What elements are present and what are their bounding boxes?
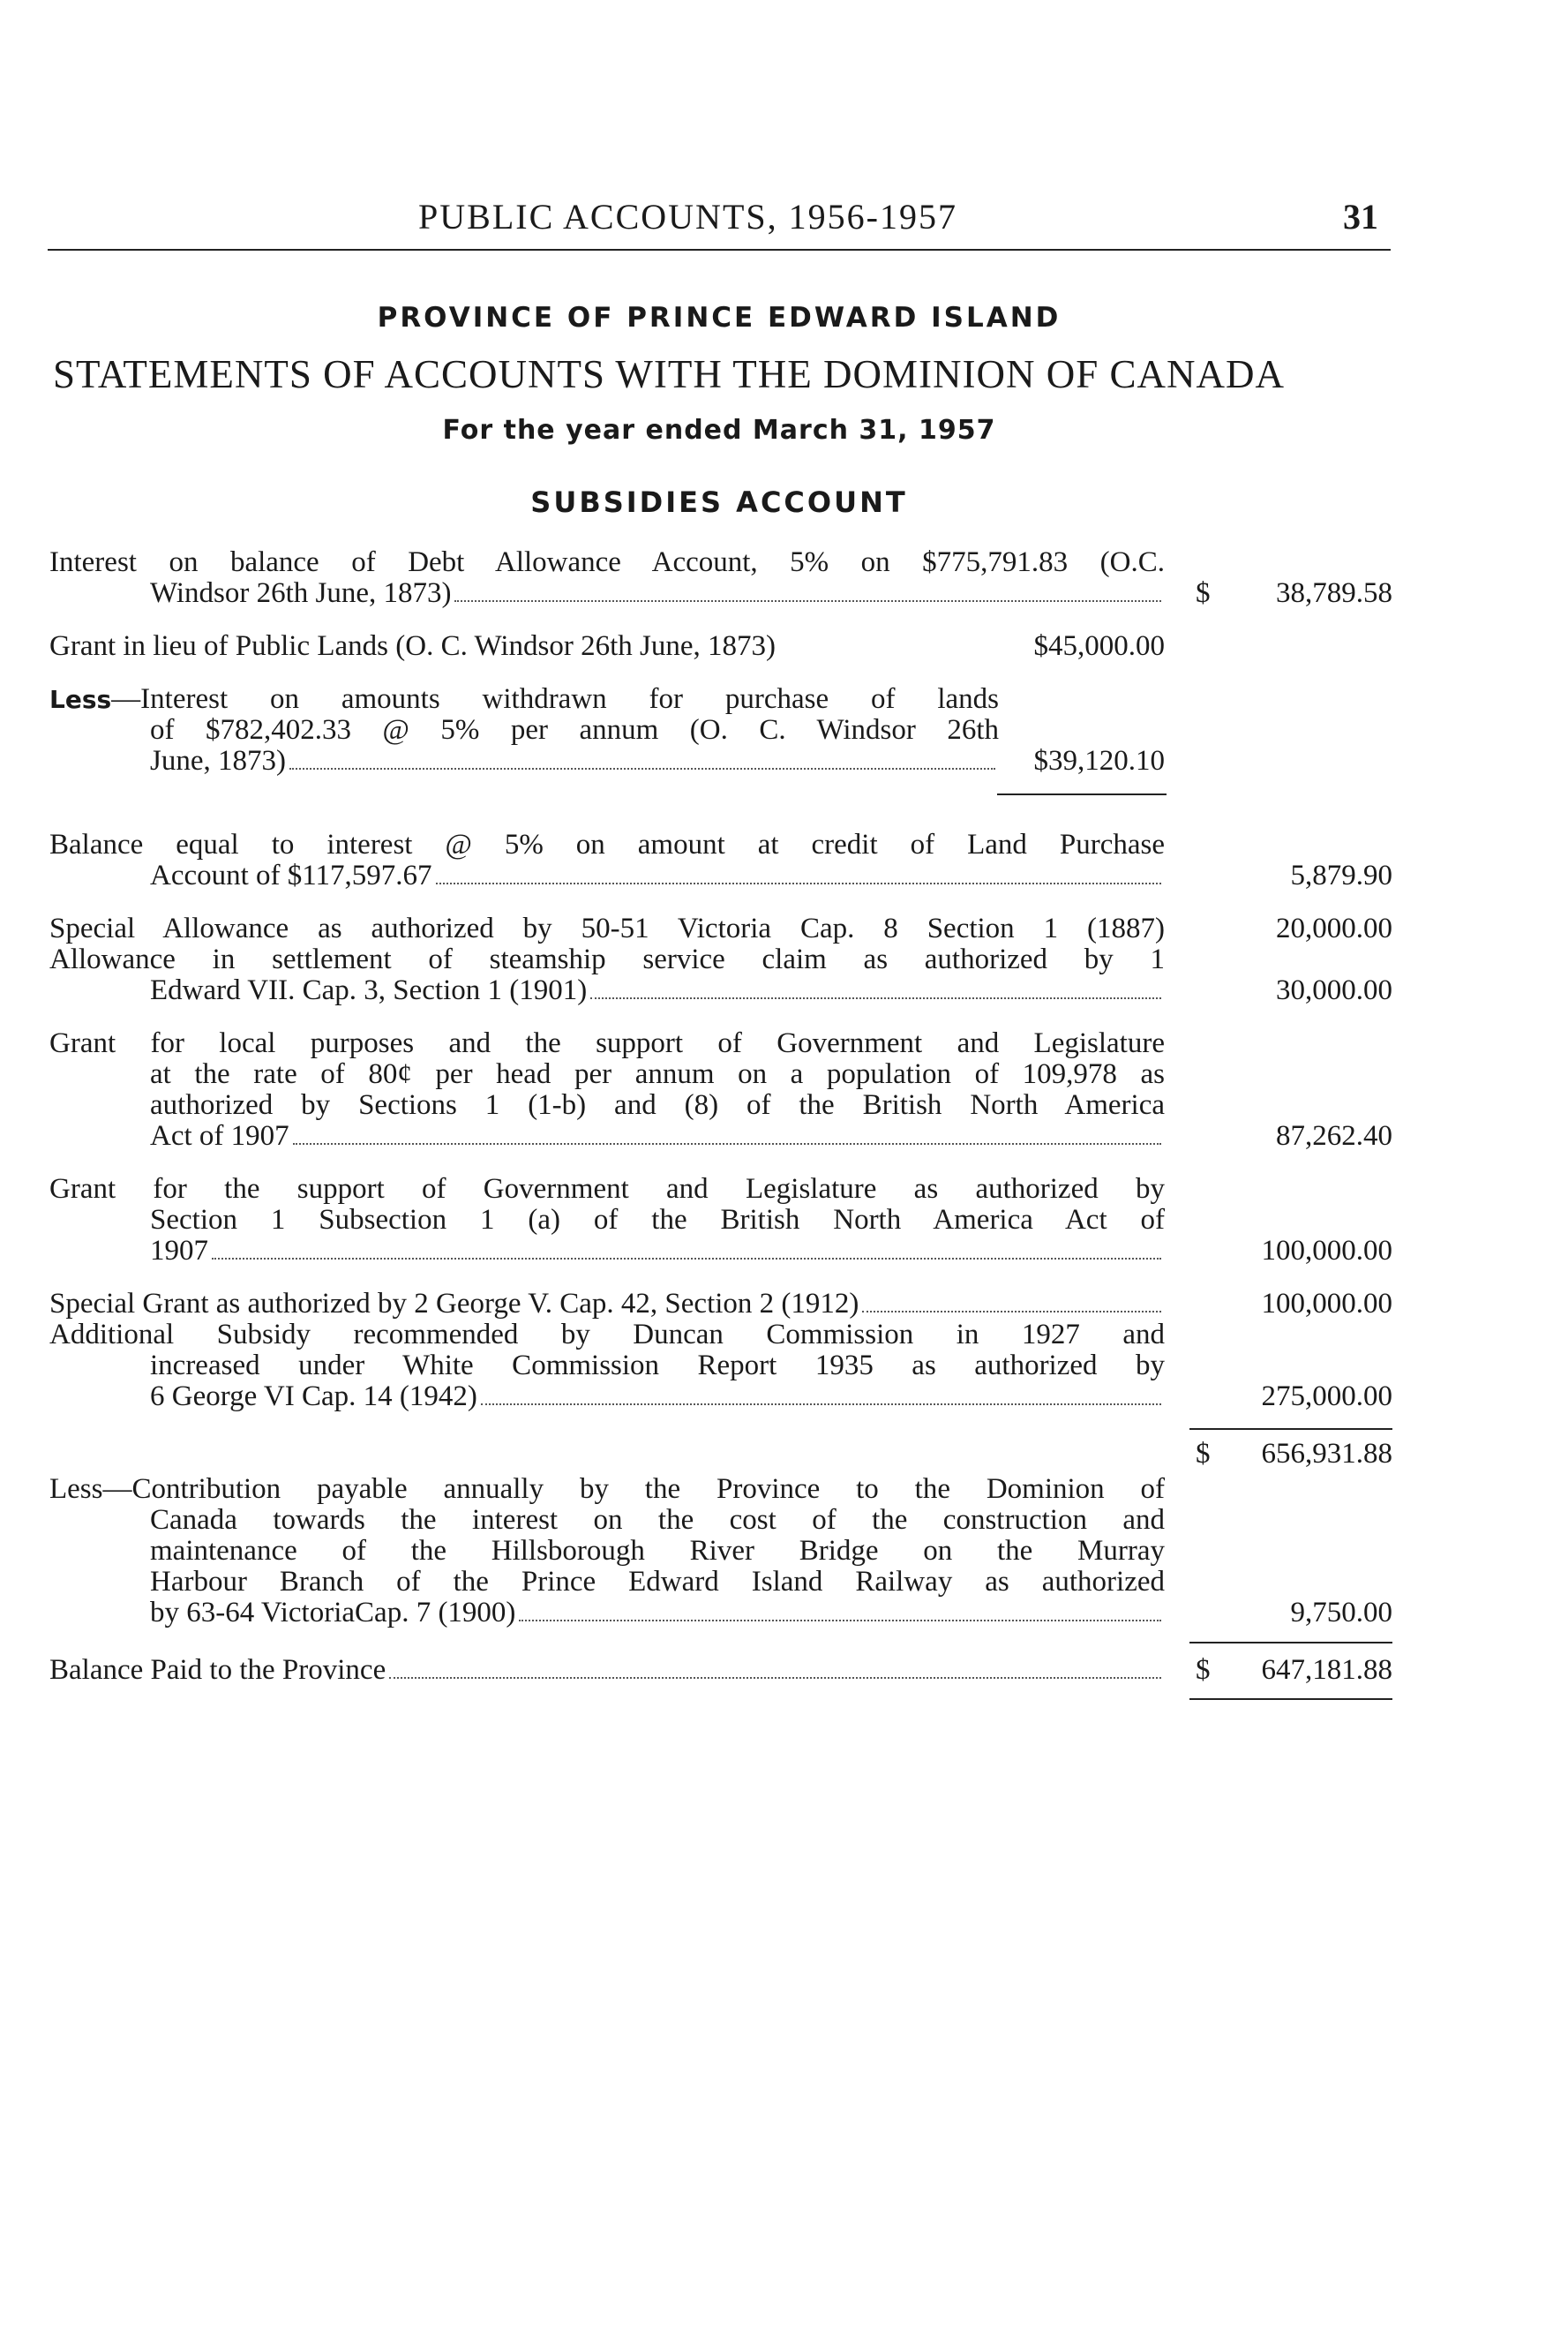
province-heading: PROVINCE OF PRINCE EDWARD ISLAND: [377, 302, 1062, 334]
support-gov-line-2: Section 1 Subsection 1 (a) of the British North America Act of: [150, 1204, 1165, 1236]
special-grant-text: Special Grant as authorized by 2 George V. Cap. 42, Section 2 (1912): [49, 1288, 859, 1320]
balance-paid-amount: 647,181.88: [1261, 1654, 1392, 1686]
leader-dots: [436, 883, 1161, 884]
leader-dots: [862, 1311, 1161, 1312]
less-contribution-line-5: [150, 1595, 1165, 1630]
balance-interest-amount: 5,879.90: [1290, 860, 1392, 891]
balance-paid-text: Balance Paid to the Province: [49, 1654, 386, 1686]
less-contribution-line-3: maintenance of the Hillsborough River Bridge on the Murray: [150, 1535, 1165, 1567]
balance-interest-line-1: Balance equal to interest @ 5% on amount at credit of Land Purchase: [49, 829, 1165, 861]
special-allowance-text: Special Allowance as authorized by 50-51 Victoria Cap. 8 Section 1 (1887): [49, 913, 1165, 944]
less-interest-rule: [997, 793, 1167, 795]
less-interest-amount: $39,120.10: [1033, 745, 1165, 777]
subtotal-amount: 656,931.88: [1261, 1438, 1392, 1470]
special-grant-line: [49, 1286, 1165, 1321]
interest-amount: 38,789.58: [1276, 577, 1392, 609]
local-purposes-text-4: Act of 1907: [150, 1120, 289, 1152]
local-purposes-amount: 87,262.40: [1276, 1120, 1392, 1152]
leader-dots: [389, 1677, 1161, 1679]
less-interest-text-1: —Interest on amounts withdrawn for purchase of lands: [111, 683, 999, 715]
additional-amount: 275,000.00: [1261, 1380, 1392, 1412]
local-purposes-line-4: [150, 1118, 1165, 1154]
support-gov-text-3: 1907: [150, 1235, 208, 1267]
less-contribution-amount: 9,750.00: [1290, 1597, 1392, 1628]
less-interest-line-3: [150, 743, 999, 778]
steamship-line-1: Allowance in settlement of steamship service claim as authorized by 1: [49, 944, 1165, 975]
local-purposes-line-3: authorized by Sections 1 (1-b) and (8) of the British North America: [150, 1089, 1165, 1121]
header-rule: [48, 249, 1391, 251]
less-contribution-line-2: Canada towards the interest on the cost of the construction and: [150, 1504, 1165, 1536]
subtotal-rule: [1189, 1428, 1392, 1430]
balance-interest-text-2: Account of $117,597.67: [150, 860, 432, 891]
support-gov-line-1: Grant for the support of Government and Legislature as authorized by: [49, 1173, 1165, 1205]
additional-line-2: increased under White Commission Report 1935 as authorized by: [150, 1350, 1165, 1381]
less-prefix: Less: [49, 685, 112, 714]
balance-paid-currency: $: [1196, 1654, 1211, 1686]
support-gov-amount: 100,000.00: [1261, 1235, 1392, 1267]
steamship-line-2: [150, 973, 1165, 1008]
subtotal-currency: $: [1196, 1438, 1211, 1470]
local-purposes-line-1: Grant for local purposes and the support of Government and Legislature: [49, 1027, 1165, 1059]
period-subtitle: For the year ended March 31, 1957: [442, 415, 996, 446]
steamship-text-2: Edward VII. Cap. 3, Section 1 (1901): [150, 974, 588, 1006]
less-contribution-text-5: by 63-64 VictoriaCap. 7 (1900): [150, 1597, 516, 1628]
leader-dots: [590, 997, 1161, 999]
final-rule: [1189, 1698, 1392, 1700]
leader-dots: [481, 1403, 1161, 1405]
interest-line-1: Interest on balance of Debt Allowance Account, 5% on $775,791.83 (O.C.: [49, 546, 1165, 578]
page-number: 31: [1343, 197, 1378, 237]
special-allowance-amount: 20,000.00: [1276, 913, 1392, 944]
interest-line-2: [150, 575, 1165, 611]
interest-text-2: Windsor 26th June, 1873): [150, 577, 452, 609]
support-gov-line-3: [150, 1233, 1165, 1268]
total-rule: [1189, 1642, 1392, 1643]
interest-currency: $: [1196, 577, 1211, 609]
steamship-amount: 30,000.00: [1276, 974, 1392, 1006]
grant-lands-amount: $45,000.00: [1033, 630, 1165, 662]
leader-dots: [454, 600, 1161, 602]
section-heading: SUBSIDIES ACCOUNT: [530, 485, 908, 519]
less-contribution-line-4: Harbour Branch of the Prince Edward Island Railway as authorized: [150, 1566, 1165, 1598]
less-interest-line-2: of $782,402.33 @ 5% per annum (O. C. Windsor 26th: [150, 714, 999, 746]
local-purposes-line-2: at the rate of 80¢ per head per annum on a population of 109,978 as: [150, 1058, 1165, 1090]
special-grant-amount: 100,000.00: [1261, 1288, 1392, 1320]
additional-line-1: Additional Subsidy recommended by Duncan Commission in 1927 and: [49, 1319, 1165, 1350]
leader-dots: [212, 1258, 1161, 1260]
less-interest-text-3: June, 1873): [150, 745, 286, 777]
running-head-title: PUBLIC ACCOUNTS, 1956-1957: [418, 197, 957, 237]
statement-title: STATEMENTS OF ACCOUNTS WITH THE DOMINION OF CANADA: [53, 352, 1286, 396]
leader-dots: [293, 1143, 1161, 1145]
less-contribution-line-1: Less—Contribution payable annually by the Province to the Dominion of: [49, 1473, 1165, 1505]
additional-line-3: [150, 1379, 1165, 1414]
leader-dots: [519, 1620, 1161, 1621]
balance-interest-line-2: [150, 858, 1165, 893]
additional-text-3: 6 George VI Cap. 14 (1942): [150, 1380, 477, 1412]
grant-lands-text: Grant in lieu of Public Lands (O. C. Windsor 26th June, 1873): [49, 630, 776, 662]
leader-dots: [289, 768, 995, 770]
balance-paid-line: [49, 1652, 1165, 1688]
